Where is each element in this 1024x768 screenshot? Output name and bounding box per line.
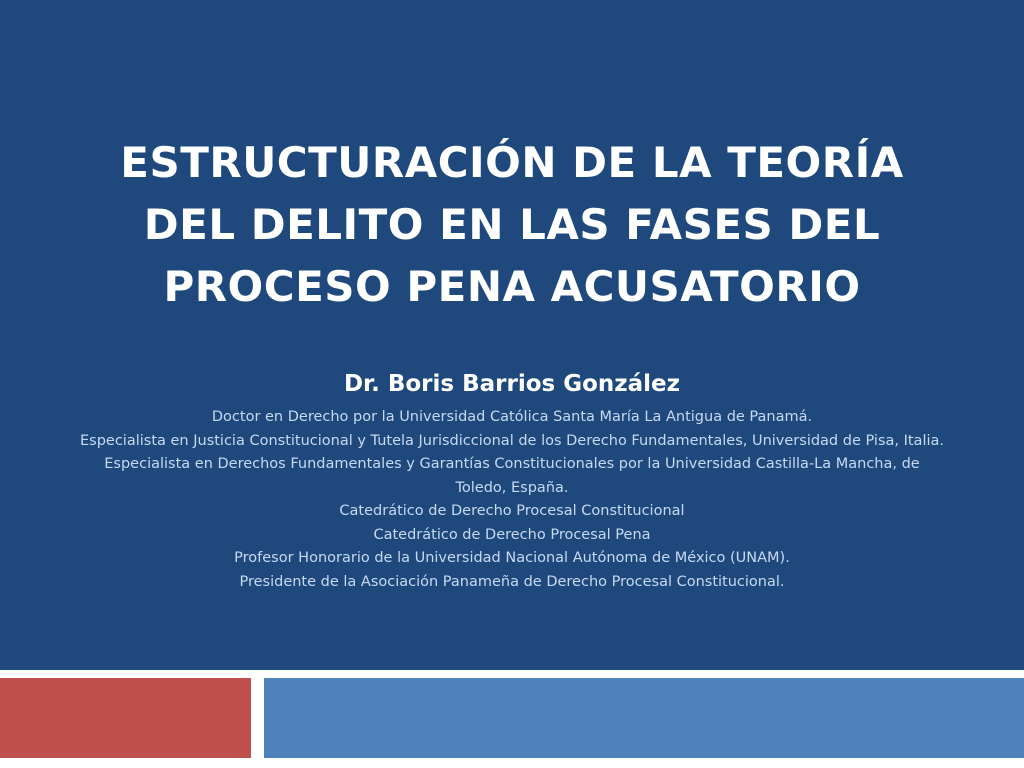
- credential-line: Doctor en Derecho por la Universidad Católica Santa María La Antigua de Panamá.: [211, 409, 813, 425]
- accent-bar-red: [0, 678, 251, 758]
- credential-line: Toledo, España.: [455, 479, 569, 496]
- credential-line: Profesor Honorario de la Universidad Nacional Autónoma de México (UNAM).: [234, 550, 790, 566]
- author-name: Dr. Boris Barrios González: [343, 371, 681, 397]
- title-line-1: ESTRUCTURACIÓN DE LA TEORÍA: [120, 138, 904, 187]
- title-line-3: PROCESO PENA ACUSATORIO: [163, 262, 861, 311]
- accent-bar-blue: [264, 678, 1024, 758]
- title-line-2: DEL DELITO EN LAS FASES DEL: [143, 200, 881, 249]
- slide-title: [60, 132, 964, 318]
- credential-line: Catedrático de Derecho Procesal Pena: [373, 526, 651, 543]
- author-credentials: [30, 406, 994, 594]
- credential-line: Especialista en Justicia Constitucional y Tutela Jurisdiccional de los Derecho Fundamentales, Universidad de Pisa, Italia.: [79, 432, 944, 449]
- credential-line: Especialista en Derechos Fundamentales y Garantías Constitucionales por la Universidad Castilla-La Mancha, de: [104, 456, 920, 472]
- credential-line: Catedrático de Derecho Procesal Constitucional: [339, 503, 685, 519]
- credential-line: Presidente de la Asociación Panameña de Derecho Procesal Constitucional.: [239, 573, 785, 590]
